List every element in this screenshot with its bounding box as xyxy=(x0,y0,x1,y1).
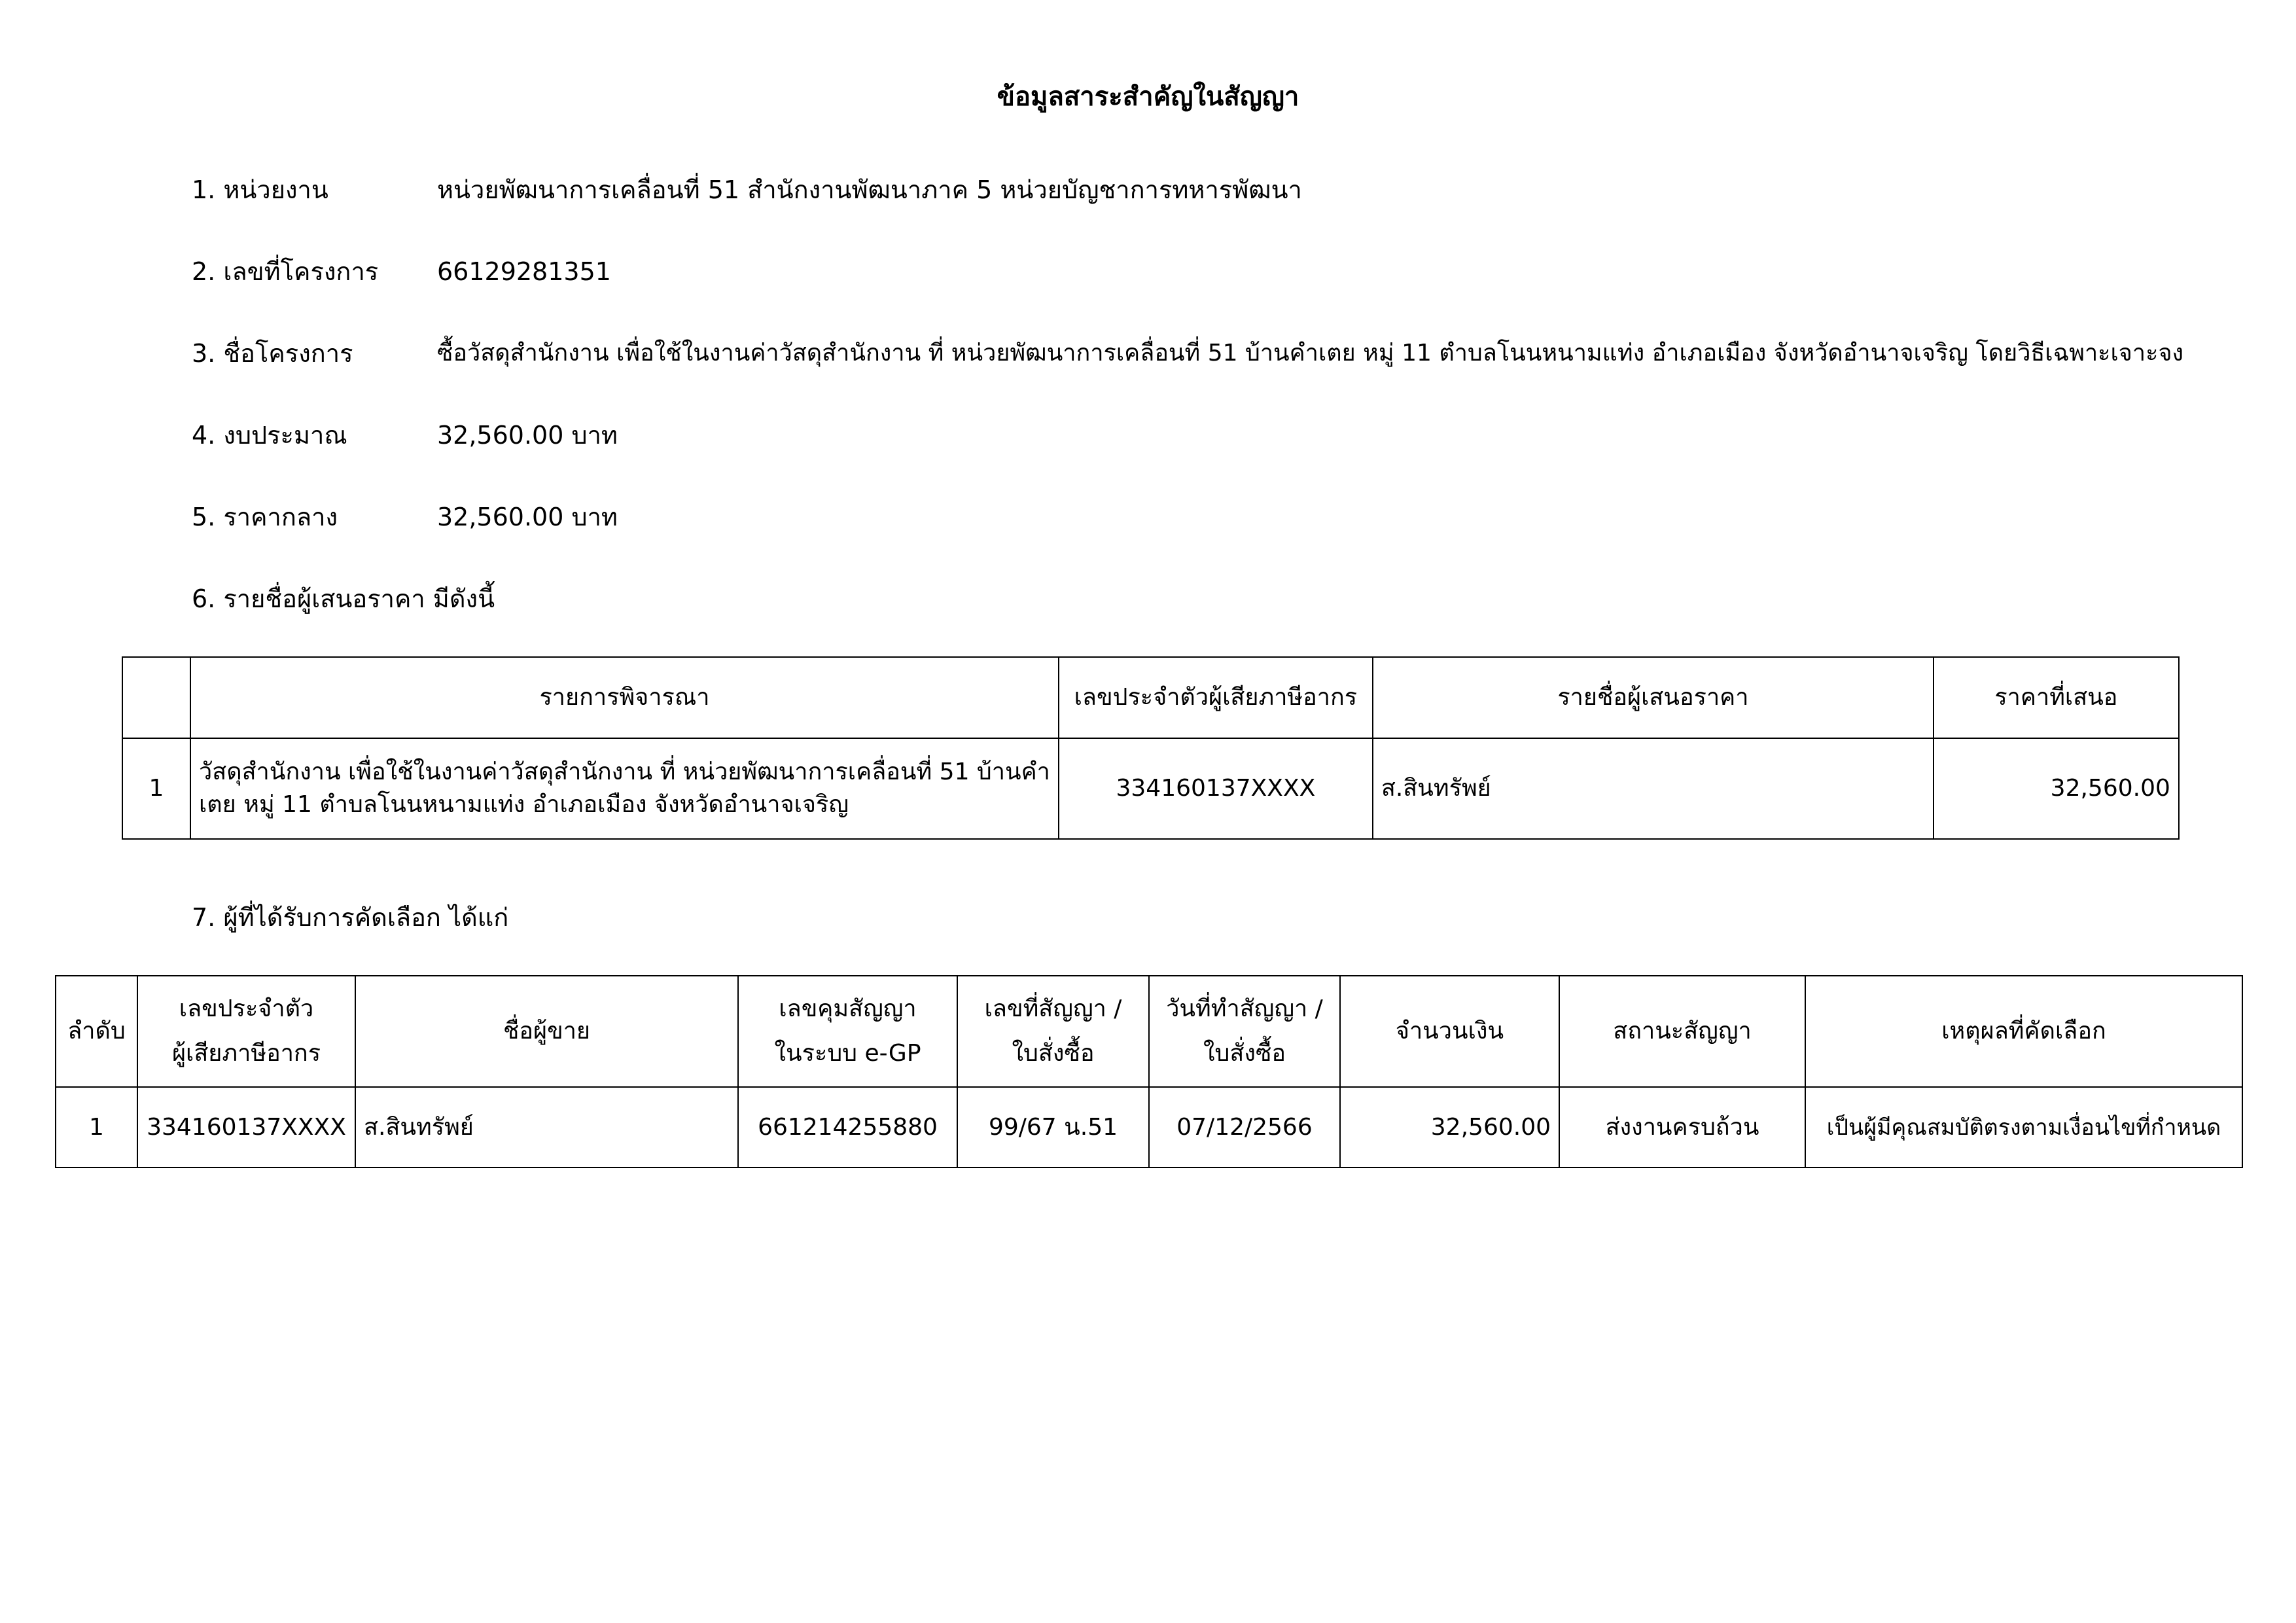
field-project-number-label: 2. เลขที่โครงการ xyxy=(192,257,379,286)
table-row xyxy=(56,1087,2242,1168)
table-header-cell: สถานะสัญญา xyxy=(1559,976,1805,1087)
row-number: 1 xyxy=(122,738,190,839)
table-header-cell: ลำดับ xyxy=(56,976,137,1087)
contract-number: 99/67 น.51 xyxy=(957,1087,1149,1168)
table-header-cell: ชื่อผู้ขาย xyxy=(355,976,738,1087)
tax-id: 334160137XXXX xyxy=(1059,738,1373,839)
table-header-row xyxy=(56,976,2242,1087)
field-project-name-value: ซื้อวัสดุสำนักงาน เพื่อใช้ในงานค่าวัสดุสำนักงาน ที่ หน่วยพัฒนาการเคลื่อนที่ 51 บ้านคำเตย หมู่ 11 ตำบลโนนหนามแท่ง อำเภอเมือง จังหวัดอำนาจเจริญ โดยวิธีเฉพาะเจาะจง xyxy=(437,340,2184,366)
contract-status: ส่งงานครบถ้วน xyxy=(1559,1087,1805,1168)
field-agency-label: 1. หน่วยงาน xyxy=(192,175,328,204)
item-description xyxy=(190,738,1059,839)
table-header-row xyxy=(122,657,2179,738)
offered-price: 32,560.00 xyxy=(1934,738,2179,839)
header-line: วันที่ทำสัญญา / xyxy=(1166,995,1323,1022)
table-header-cell: เลขประจำตัวผู้เสียภาษีอากร xyxy=(1059,657,1373,738)
table-header-cell: รายชื่อผู้เสนอราคา xyxy=(1373,657,1934,738)
egp-contract-number: 661214255880 xyxy=(738,1087,957,1168)
header-line: เลขประจำตัว xyxy=(179,995,314,1022)
item-description-line: วัสดุสำนักงาน เพื่อใช้ในงานค่าวัสดุสำนักงาน ที่ หน่วยพัฒนาการเคลื่อนที่ 51 บ้านคำ xyxy=(199,758,1050,785)
header-line: ใบสั่งซื้อ xyxy=(1203,1040,1286,1067)
header-line: ในระบบ e-GP xyxy=(774,1040,921,1067)
field-budget-label: 4. งบประมาณ xyxy=(192,421,347,450)
header-line: เลขคุมสัญญา xyxy=(779,995,917,1022)
header-line: เลขที่สัญญา / xyxy=(984,995,1122,1022)
table-header-cell: ราคาที่เสนอ xyxy=(1934,657,2179,738)
field-project-number-value: 66129281351 xyxy=(437,257,611,286)
header-line: ผู้เสียภาษีอากร xyxy=(171,1040,321,1067)
bidders-table xyxy=(122,656,2180,840)
field-median-price-value: 32,560.00 บาท xyxy=(437,503,618,531)
selection-reason: เป็นผู้มีคุณสมบัติตรงตามเงื่อนไขที่กำหนด xyxy=(1805,1087,2242,1168)
bidders-section-label: 6. รายชื่อผู้เสนอราคา มีดังนี้ xyxy=(192,584,495,613)
contract-amount: 32,560.00 xyxy=(1340,1087,1559,1168)
seller-name: ส.สินทรัพย์ xyxy=(355,1087,738,1168)
field-project-name-label: 3. ชื่อโครงการ xyxy=(192,339,353,368)
field-median-price-label: 5. ราคากลาง xyxy=(192,503,338,531)
table-header-cell: เหตุผลที่คัดเลือก xyxy=(1805,976,2242,1087)
document-title: ข้อมูลสาระสำคัญในสัญญา xyxy=(997,82,1299,112)
row-number: 1 xyxy=(56,1087,137,1168)
field-agency-value: หน่วยพัฒนาการเคลื่อนที่ 51 สำนักงานพัฒนาภาค 5 หน่วยบัญชาการทหารพัฒนา xyxy=(437,175,1302,204)
bidder-name: ส.สินทรัพย์ xyxy=(1373,738,1934,839)
table-header-cell xyxy=(122,657,190,738)
winner-section-label: 7. ผู้ที่ได้รับการคัดเลือก ได้แก่ xyxy=(192,903,509,932)
header-line: ใบสั่งซื้อ xyxy=(1012,1040,1095,1067)
table-header-cell: จำนวนเงิน xyxy=(1340,976,1559,1087)
table-header-cell xyxy=(1149,976,1340,1087)
table-header-cell xyxy=(137,976,355,1087)
contract-date: 07/12/2566 xyxy=(1149,1087,1340,1168)
tax-id: 334160137XXXX xyxy=(137,1087,355,1168)
winner-table xyxy=(55,975,2243,1168)
table-header-cell: รายการพิจารณา xyxy=(190,657,1059,738)
table-header-cell xyxy=(738,976,957,1087)
table-row xyxy=(122,738,2179,839)
table-header-cell xyxy=(957,976,1149,1087)
item-description-line: เตย หมู่ 11 ตำบลโนนหนามแท่ง อำเภอเมือง จังหวัดอำนาจเจริญ xyxy=(199,791,849,818)
field-budget-value: 32,560.00 บาท xyxy=(437,421,618,450)
